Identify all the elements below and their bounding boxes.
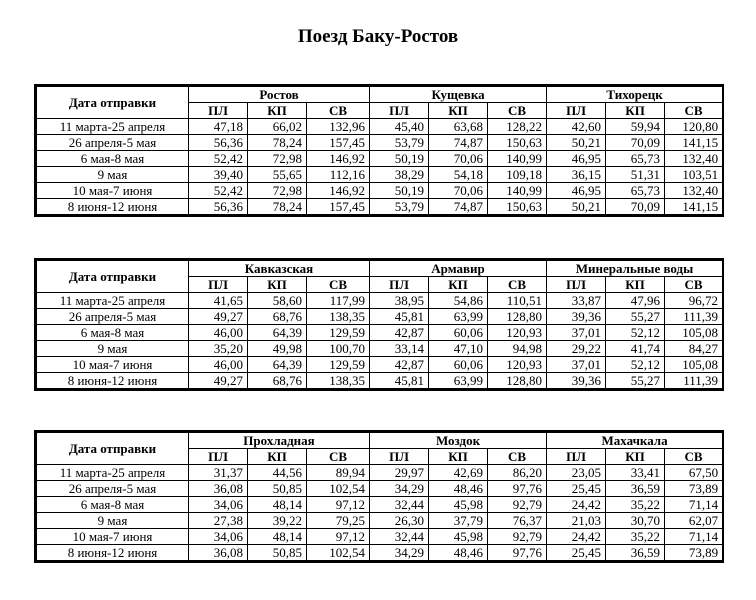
- fare-cell: 27,38: [189, 513, 248, 529]
- fare-cell: 70,09: [606, 199, 665, 215]
- class-header: СВ: [307, 103, 370, 119]
- fare-cell: 128,80: [488, 373, 547, 389]
- class-header: КП: [248, 103, 307, 119]
- fare-cell: 25,45: [547, 481, 606, 497]
- fare-cell: 60,06: [429, 325, 488, 341]
- class-header: ПЛ: [370, 277, 429, 293]
- class-header: СВ: [665, 449, 723, 465]
- class-header: ПЛ: [189, 103, 248, 119]
- station-header: Прохладная: [189, 433, 370, 449]
- fare-cell: 21,03: [547, 513, 606, 529]
- fare-cell: 141,15: [665, 135, 723, 151]
- fare-cell: 48,14: [248, 529, 307, 545]
- fare-cell: 55,65: [248, 167, 307, 183]
- fare-cell: 39,36: [547, 373, 606, 389]
- date-cell: 9 мая: [37, 167, 189, 183]
- fare-cell: 92,79: [488, 497, 547, 513]
- fare-cell: 117,99: [307, 293, 370, 309]
- table-row: [37, 135, 723, 151]
- date-header: Дата отправки: [37, 87, 189, 119]
- table-row: [37, 183, 723, 199]
- fare-cell: 50,19: [370, 183, 429, 199]
- date-cell: 10 мая-7 июня: [37, 357, 189, 373]
- table-row: [37, 465, 723, 481]
- fare-cell: 46,95: [547, 183, 606, 199]
- fare-cell: 46,95: [547, 151, 606, 167]
- fare-cell: 35,22: [606, 497, 665, 513]
- date-cell: 10 мая-7 июня: [37, 529, 189, 545]
- fare-cell: 128,22: [488, 119, 547, 135]
- fare-cell: 111,39: [665, 373, 723, 389]
- date-cell: 11 марта-25 апреля: [37, 293, 189, 309]
- fare-cell: 49,98: [248, 341, 307, 357]
- date-cell: 8 июня-12 июня: [37, 373, 189, 389]
- fare-cell: 54,18: [429, 167, 488, 183]
- date-cell: 6 мая-8 мая: [37, 497, 189, 513]
- fare-cell: 128,80: [488, 309, 547, 325]
- fare-cell: 36,59: [606, 481, 665, 497]
- fare-cell: 109,18: [488, 167, 547, 183]
- class-header: СВ: [307, 277, 370, 293]
- fare-cell: 52,12: [606, 357, 665, 373]
- class-header: КП: [606, 449, 665, 465]
- fare-cell: 110,51: [488, 293, 547, 309]
- fare-cell: 64,39: [248, 357, 307, 373]
- fare-cell: 120,93: [488, 325, 547, 341]
- date-cell: 11 марта-25 апреля: [37, 119, 189, 135]
- fare-cell: 65,73: [606, 151, 665, 167]
- fare-cell: 34,29: [370, 481, 429, 497]
- fare-cell: 49,27: [189, 309, 248, 325]
- fare-cell: 38,29: [370, 167, 429, 183]
- table-row: [37, 151, 723, 167]
- fare-cell: 102,54: [307, 545, 370, 561]
- table-row: [37, 309, 723, 325]
- table-row: [37, 481, 723, 497]
- fare-cell: 24,42: [547, 497, 606, 513]
- fare-cell: 45,40: [370, 119, 429, 135]
- fare-cell: 51,31: [606, 167, 665, 183]
- fare-cell: 24,42: [547, 529, 606, 545]
- fare-cell: 55,27: [606, 373, 665, 389]
- fare-cell: 71,14: [665, 529, 723, 545]
- fare-cell: 132,96: [307, 119, 370, 135]
- table-row: [37, 293, 723, 309]
- fare-cell: 146,92: [307, 151, 370, 167]
- class-header: ПЛ: [189, 449, 248, 465]
- fare-cell: 120,80: [665, 119, 723, 135]
- table-row: [37, 167, 723, 183]
- fare-cell: 97,12: [307, 497, 370, 513]
- fare-cell: 49,27: [189, 373, 248, 389]
- fare-cell: 138,35: [307, 309, 370, 325]
- date-cell: 11 марта-25 апреля: [37, 465, 189, 481]
- fare-cell: 74,87: [429, 135, 488, 151]
- fare-cell: 32,44: [370, 497, 429, 513]
- fare-cell: 74,87: [429, 199, 488, 215]
- fare-cell: 41,74: [606, 341, 665, 357]
- class-header: СВ: [307, 449, 370, 465]
- fare-cell: 100,70: [307, 341, 370, 357]
- fare-cell: 68,76: [248, 309, 307, 325]
- fare-cell: 68,76: [248, 373, 307, 389]
- class-header: СВ: [665, 277, 723, 293]
- fare-cell: 89,94: [307, 465, 370, 481]
- table-row: [37, 357, 723, 373]
- fare-cell: 56,36: [189, 135, 248, 151]
- table-row: [37, 119, 723, 135]
- fare-cell: 132,40: [665, 183, 723, 199]
- fare-cell: 42,60: [547, 119, 606, 135]
- fare-cell: 52,42: [189, 183, 248, 199]
- fare-cell: 59,94: [606, 119, 665, 135]
- fare-cell: 103,51: [665, 167, 723, 183]
- date-header: Дата отправки: [37, 261, 189, 293]
- fare-cell: 48,46: [429, 481, 488, 497]
- fare-cell: 62,07: [665, 513, 723, 529]
- date-cell: 8 июня-12 июня: [37, 199, 189, 215]
- table-row: [37, 341, 723, 357]
- fare-cell: 97,76: [488, 481, 547, 497]
- fare-cell: 73,89: [665, 481, 723, 497]
- fare-cell: 64,39: [248, 325, 307, 341]
- class-header: КП: [248, 277, 307, 293]
- fare-cell: 73,89: [665, 545, 723, 561]
- table-row: [37, 199, 723, 215]
- fare-cell: 129,59: [307, 325, 370, 341]
- fare-cell: 48,46: [429, 545, 488, 561]
- fare-cell: 47,18: [189, 119, 248, 135]
- class-header: КП: [429, 277, 488, 293]
- fare-cell: 29,97: [370, 465, 429, 481]
- fare-cell: 50,19: [370, 151, 429, 167]
- fare-cell: 34,06: [189, 529, 248, 545]
- table-row: [37, 325, 723, 341]
- fare-cell: 52,42: [189, 151, 248, 167]
- fare-cell: 42,87: [370, 325, 429, 341]
- date-cell: 9 мая: [37, 513, 189, 529]
- fare-cell: 39,36: [547, 309, 606, 325]
- fare-cell: 50,21: [547, 199, 606, 215]
- date-cell: 9 мая: [37, 341, 189, 357]
- fare-cell: 86,20: [488, 465, 547, 481]
- fare-cell: 146,92: [307, 183, 370, 199]
- fare-cell: 78,24: [248, 135, 307, 151]
- fare-cell: 63,99: [429, 309, 488, 325]
- class-header: ПЛ: [547, 277, 606, 293]
- fare-cell: 37,01: [547, 325, 606, 341]
- fare-cell: 56,36: [189, 199, 248, 215]
- fare-cell: 96,72: [665, 293, 723, 309]
- fare-cell: 67,50: [665, 465, 723, 481]
- station-header: Ростов: [189, 87, 370, 103]
- fare-cell: 46,00: [189, 325, 248, 341]
- date-cell: 10 мая-7 июня: [37, 183, 189, 199]
- fare-cell: 31,37: [189, 465, 248, 481]
- fare-cell: 47,96: [606, 293, 665, 309]
- class-header: КП: [429, 449, 488, 465]
- fare-cell: 42,87: [370, 357, 429, 373]
- class-header: КП: [248, 449, 307, 465]
- fare-cell: 36,08: [189, 481, 248, 497]
- fare-cell: 70,09: [606, 135, 665, 151]
- fare-cell: 47,10: [429, 341, 488, 357]
- station-header: Махачкала: [547, 433, 723, 449]
- fare-cell: 52,12: [606, 325, 665, 341]
- station-header: Минеральные воды: [547, 261, 723, 277]
- fare-table: [34, 84, 724, 217]
- class-header: ПЛ: [370, 103, 429, 119]
- fare-cell: 36,59: [606, 545, 665, 561]
- fare-cell: 39,22: [248, 513, 307, 529]
- fare-cell: 97,12: [307, 529, 370, 545]
- fare-cell: 71,14: [665, 497, 723, 513]
- fare-cell: 36,15: [547, 167, 606, 183]
- fare-cell: 58,60: [248, 293, 307, 309]
- fare-cell: 70,06: [429, 183, 488, 199]
- fare-cell: 66,02: [248, 119, 307, 135]
- fare-cell: 42,69: [429, 465, 488, 481]
- class-header: СВ: [488, 449, 547, 465]
- fare-cell: 60,06: [429, 357, 488, 373]
- fare-cell: 157,45: [307, 135, 370, 151]
- fare-cell: 35,20: [189, 341, 248, 357]
- fare-cell: 25,45: [547, 545, 606, 561]
- station-header: Кущевка: [370, 87, 547, 103]
- fare-cell: 33,14: [370, 341, 429, 357]
- fare-cell: 32,44: [370, 529, 429, 545]
- fare-cell: 50,85: [248, 545, 307, 561]
- date-cell: 26 апреля-5 мая: [37, 135, 189, 151]
- fare-cell: 53,79: [370, 135, 429, 151]
- fare-cell: 105,08: [665, 357, 723, 373]
- fare-cell: 112,16: [307, 167, 370, 183]
- date-header: Дата отправки: [37, 433, 189, 465]
- fare-cell: 65,73: [606, 183, 665, 199]
- fare-cell: 26,30: [370, 513, 429, 529]
- fare-cell: 39,40: [189, 167, 248, 183]
- fare-cell: 150,63: [488, 135, 547, 151]
- class-header: СВ: [488, 103, 547, 119]
- class-header: ПЛ: [189, 277, 248, 293]
- fare-cell: 23,05: [547, 465, 606, 481]
- fare-cell: 50,85: [248, 481, 307, 497]
- fare-cell: 33,87: [547, 293, 606, 309]
- class-header: КП: [606, 103, 665, 119]
- fare-cell: 97,76: [488, 545, 547, 561]
- fare-cell: 79,25: [307, 513, 370, 529]
- fare-cell: 46,00: [189, 357, 248, 373]
- fare-cell: 78,24: [248, 199, 307, 215]
- fare-cell: 44,56: [248, 465, 307, 481]
- fare-cell: 70,06: [429, 151, 488, 167]
- fare-cell: 48,14: [248, 497, 307, 513]
- fare-cell: 140,99: [488, 151, 547, 167]
- fare-cell: 54,86: [429, 293, 488, 309]
- fare-cell: 92,79: [488, 529, 547, 545]
- fare-cell: 41,65: [189, 293, 248, 309]
- fare-cell: 45,98: [429, 529, 488, 545]
- fare-cell: 38,95: [370, 293, 429, 309]
- fare-cell: 45,98: [429, 497, 488, 513]
- fare-cell: 35,22: [606, 529, 665, 545]
- fare-cell: 138,35: [307, 373, 370, 389]
- class-header: ПЛ: [370, 449, 429, 465]
- fare-cell: 102,54: [307, 481, 370, 497]
- fare-cell: 105,08: [665, 325, 723, 341]
- fare-cell: 111,39: [665, 309, 723, 325]
- fare-cell: 37,01: [547, 357, 606, 373]
- station-header: Кавказская: [189, 261, 370, 277]
- fare-cell: 55,27: [606, 309, 665, 325]
- table-row: [37, 529, 723, 545]
- class-header: ПЛ: [547, 449, 606, 465]
- fare-table: [34, 258, 724, 391]
- fare-cell: 34,29: [370, 545, 429, 561]
- fare-cell: 36,08: [189, 545, 248, 561]
- class-header: КП: [606, 277, 665, 293]
- station-header: Моздок: [370, 433, 547, 449]
- date-cell: 6 мая-8 мая: [37, 325, 189, 341]
- fare-cell: 45,81: [370, 373, 429, 389]
- date-cell: 26 апреля-5 мая: [37, 481, 189, 497]
- fare-cell: 63,99: [429, 373, 488, 389]
- fare-cell: 72,98: [248, 151, 307, 167]
- fare-cell: 140,99: [488, 183, 547, 199]
- fare-cell: 34,06: [189, 497, 248, 513]
- fare-cell: 157,45: [307, 199, 370, 215]
- table-row: [37, 513, 723, 529]
- fare-cell: 150,63: [488, 199, 547, 215]
- fare-cell: 29,22: [547, 341, 606, 357]
- date-cell: 6 мая-8 мая: [37, 151, 189, 167]
- fare-cell: 84,27: [665, 341, 723, 357]
- class-header: КП: [429, 103, 488, 119]
- fare-cell: 132,40: [665, 151, 723, 167]
- fare-cell: 76,37: [488, 513, 547, 529]
- table-row: [37, 497, 723, 513]
- table-row: [37, 373, 723, 389]
- class-header: СВ: [665, 103, 723, 119]
- fare-cell: 94,98: [488, 341, 547, 357]
- fare-cell: 120,93: [488, 357, 547, 373]
- date-cell: 26 апреля-5 мая: [37, 309, 189, 325]
- fare-cell: 50,21: [547, 135, 606, 151]
- class-header: СВ: [488, 277, 547, 293]
- page-title: Поезд Баку-Ростов: [297, 26, 459, 47]
- class-header: ПЛ: [547, 103, 606, 119]
- fare-cell: 63,68: [429, 119, 488, 135]
- fare-cell: 45,81: [370, 309, 429, 325]
- station-header: Тихорецк: [547, 87, 723, 103]
- fare-cell: 141,15: [665, 199, 723, 215]
- station-header: Армавир: [370, 261, 547, 277]
- fare-table: [34, 430, 724, 563]
- fare-cell: 129,59: [307, 357, 370, 373]
- fare-cell: 33,41: [606, 465, 665, 481]
- fare-cell: 72,98: [248, 183, 307, 199]
- fare-cell: 30,70: [606, 513, 665, 529]
- fare-cell: 53,79: [370, 199, 429, 215]
- date-cell: 8 июня-12 июня: [37, 545, 189, 561]
- fare-cell: 37,79: [429, 513, 488, 529]
- table-row: [37, 545, 723, 561]
